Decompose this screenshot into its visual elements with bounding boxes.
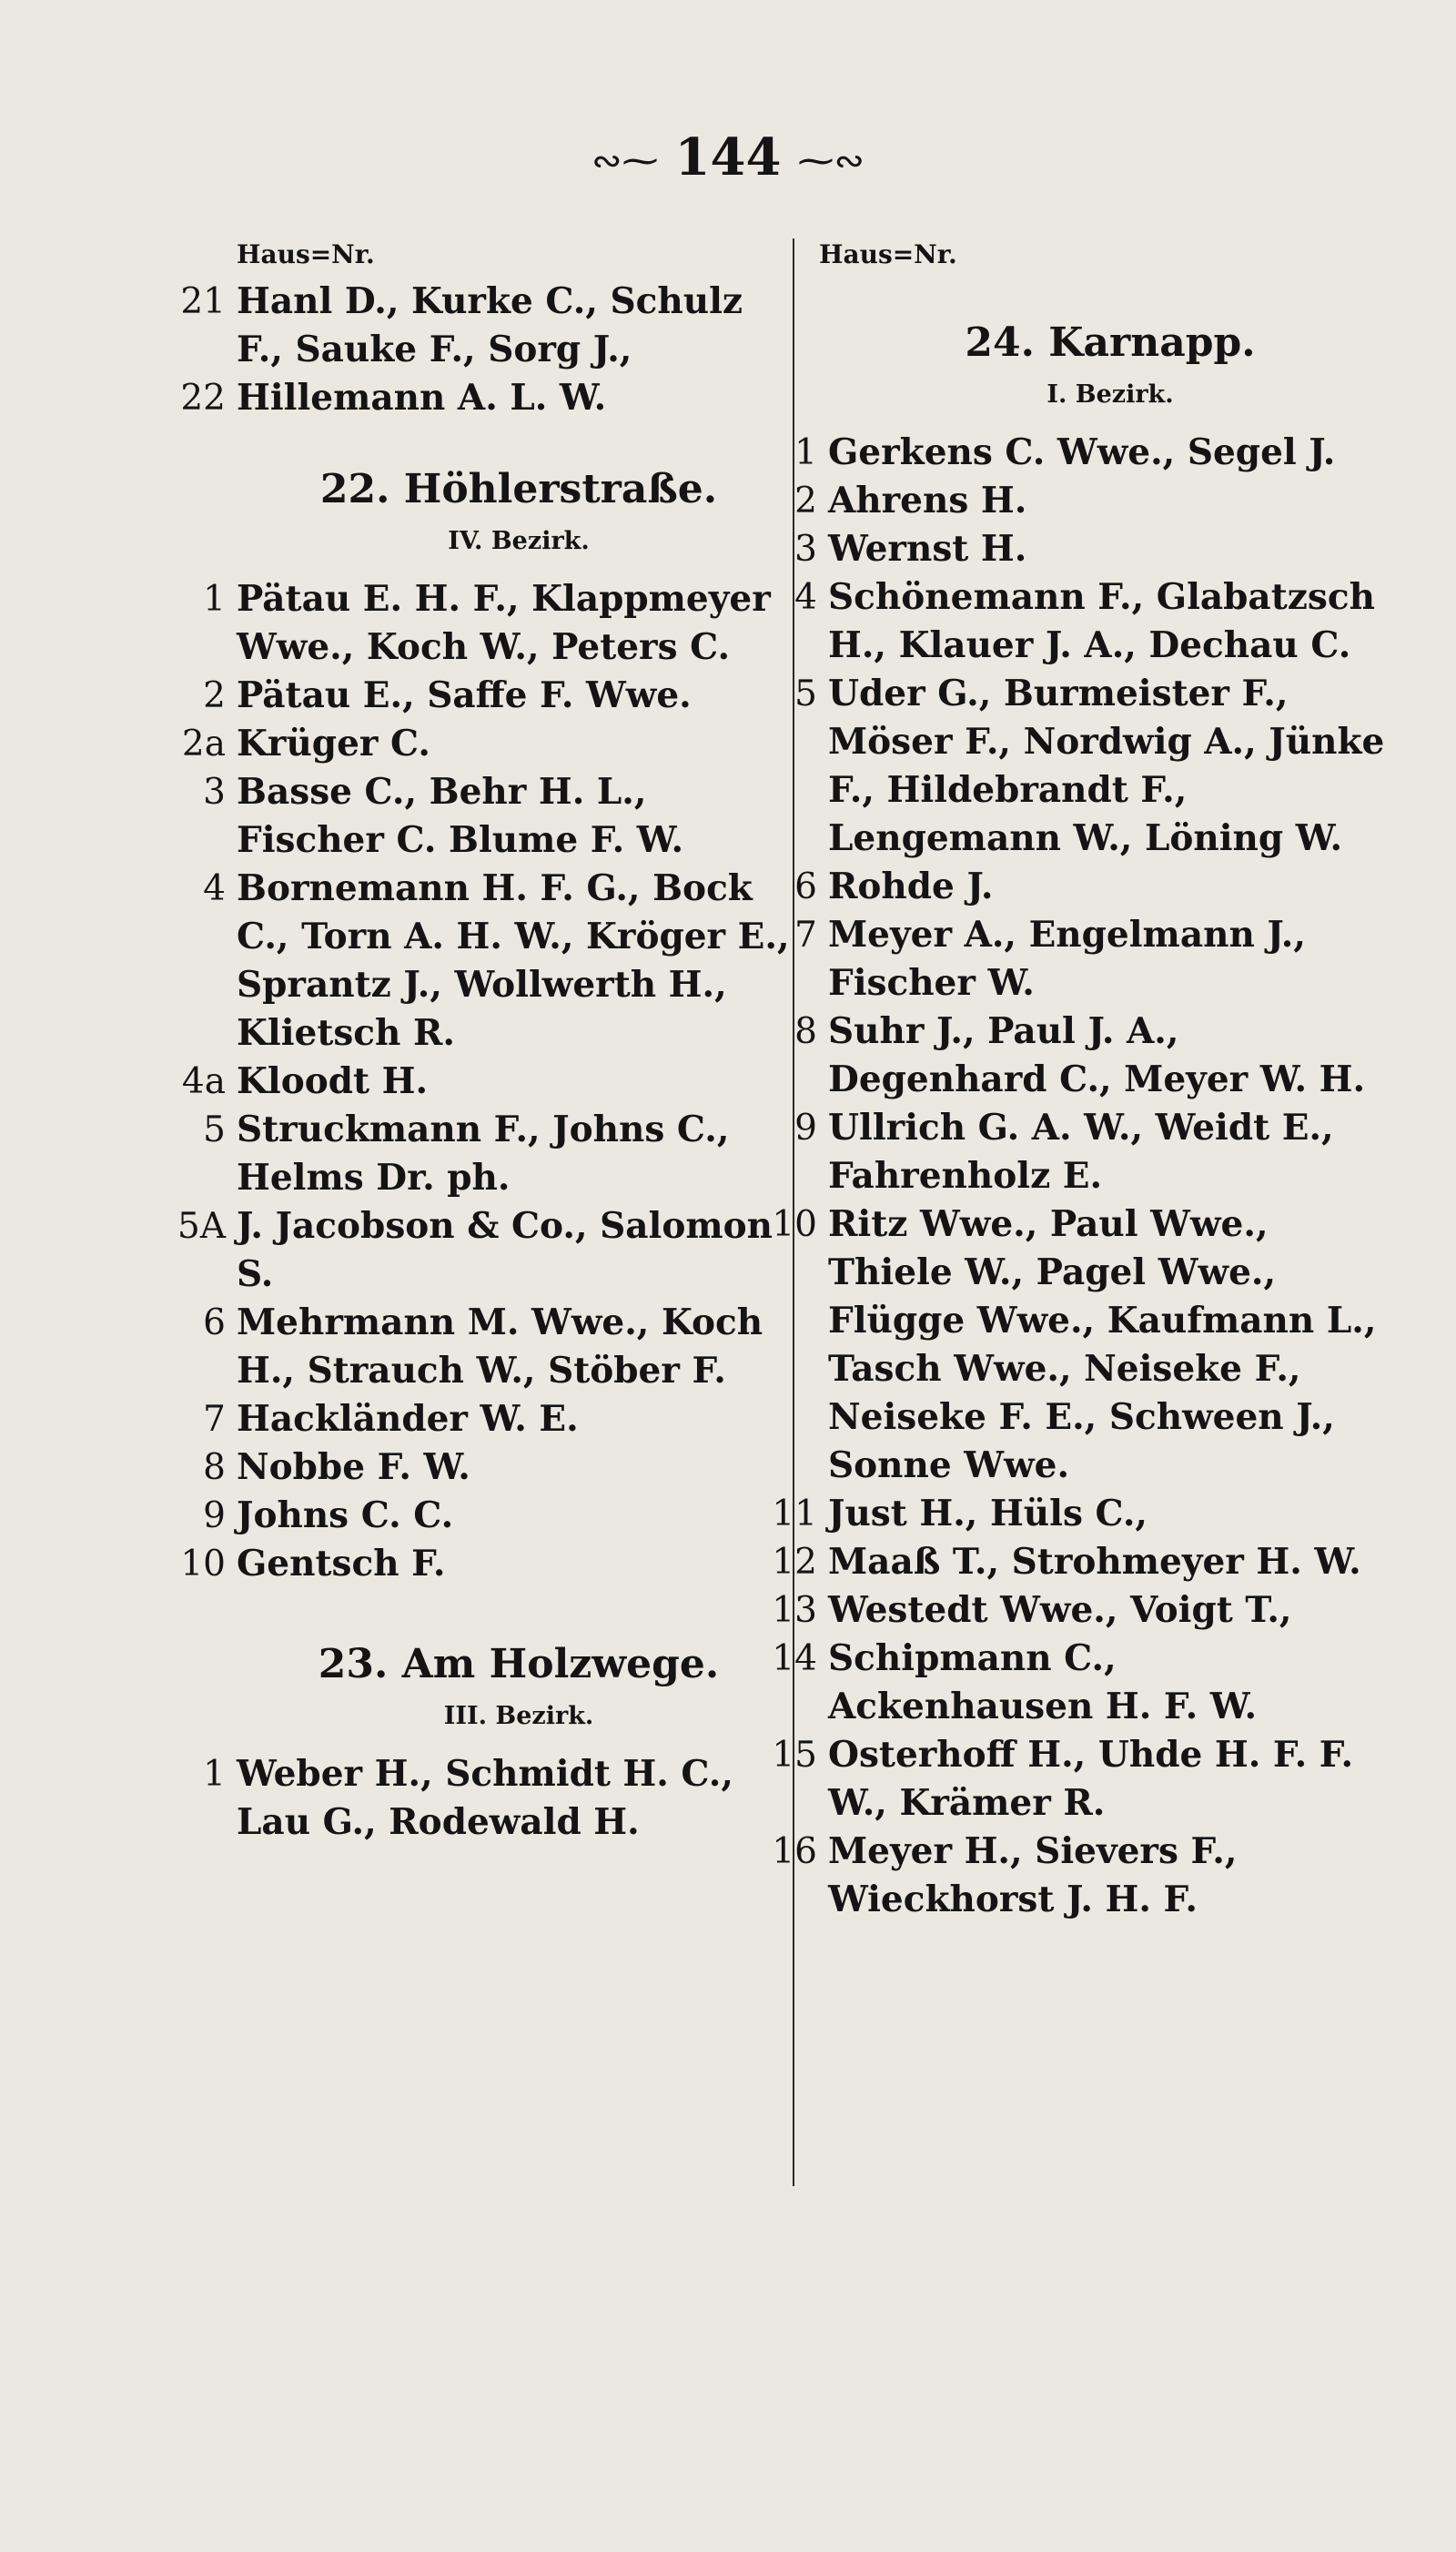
entry-list: [772, 429, 1392, 1924]
district-label: IV. Bezirk.: [448, 527, 590, 555]
resident-names: Schipmann C., Ackenhausen H. F. W.: [828, 1637, 1258, 1727]
resident-names: Osterhoff H., Uhde H. F. F. W., Krämer R.: [828, 1734, 1354, 1824]
list-item: [203, 1750, 801, 1847]
resident-names: Westedt Wwe., Voigt T.,: [828, 1589, 1292, 1631]
resident-names: Gerkens C. Wwe., Segel J.: [828, 431, 1336, 473]
house-number: 14: [772, 1638, 817, 1679]
list-item: [772, 1200, 1392, 1490]
house-number: 4a: [181, 1061, 226, 1102]
resident-names: Gentsch F.: [237, 1543, 446, 1585]
resident-names: Bornemann H. F. G., Bock C., Torn A. H. W., Kröger E., Sprantz J., Wollwerth H., Klietsch R.: [237, 867, 790, 1054]
house-number: 7: [203, 1399, 226, 1440]
house-number: 6: [203, 1302, 226, 1343]
house-number: 13: [772, 1590, 817, 1631]
resident-names: Wernst H.: [828, 528, 1027, 570]
house-number-header: Haus=Nr.: [237, 239, 375, 269]
resident-names: Mehrmann M. Wwe., Koch H., Strauch W., Stöber F.: [237, 1301, 763, 1392]
house-number: 15: [772, 1735, 817, 1776]
house-number: 11: [772, 1494, 817, 1534]
resident-names: Ahrens H.: [828, 480, 1027, 522]
resident-names: Pätau E., Saffe F. Wwe.: [237, 674, 692, 716]
resident-names: Krüger C.: [237, 723, 430, 765]
entry-list: [177, 575, 801, 1588]
list-item: [203, 1492, 801, 1540]
list-item: [177, 1202, 801, 1299]
street-title: 24. Karnapp.: [965, 319, 1256, 366]
house-number: 4: [203, 868, 226, 909]
house-number: 1: [203, 1754, 226, 1795]
resident-names: Meyer A., Engelmann J., Fischer W.: [828, 914, 1306, 1004]
street-section: [203, 1636, 801, 1847]
resident-names: Hillemann A. L. W.: [237, 377, 607, 419]
resident-names: Pätau E. H. F., Klappmeyer Wwe., Koch W., Peters C.: [237, 578, 771, 668]
resident-names: Basse C., Behr H. L., Fischer C. Blume F. W.: [237, 771, 684, 861]
list-item: [203, 865, 801, 1058]
resident-names: Hanl D., Kurke C., Schulz F., Sauke F., Sorg J.,: [237, 280, 743, 370]
ornament-right-icon: ⁓∾: [797, 140, 864, 183]
list-item: [203, 1443, 801, 1492]
resident-names: Kloodt H.: [237, 1060, 429, 1102]
house-number: 1: [794, 432, 817, 473]
house-number: 9: [203, 1495, 226, 1536]
house-number: 1: [203, 579, 226, 620]
ornament-left-icon: ∾⁓: [592, 140, 659, 183]
district-label: III. Bezirk.: [443, 1702, 594, 1730]
list-item: [794, 670, 1392, 863]
list-item: [772, 1731, 1392, 1828]
list-item: [203, 1299, 801, 1395]
list-item: [772, 1538, 1392, 1586]
list-item: [794, 911, 1392, 1008]
house-number: 12: [772, 1542, 817, 1583]
house-number: 21: [180, 281, 226, 322]
page-number: [0, 127, 1456, 187]
street-section: [177, 461, 801, 1588]
street-section: [772, 314, 1392, 1924]
list-item: [180, 1540, 801, 1588]
right-column: [772, 232, 1392, 1924]
house-number: 5A: [177, 1206, 226, 1247]
list-item: [203, 575, 801, 672]
list-item: [772, 1490, 1392, 1538]
list-item: [203, 1106, 801, 1202]
list-item: [203, 1395, 801, 1443]
left-column: [177, 232, 801, 1847]
street-title: 23. Am Holzwege.: [318, 1641, 720, 1687]
resident-names: Schönemann F., Glabatzsch H., Klauer J. A., Dechau C.: [828, 576, 1375, 666]
house-number: 2a: [181, 724, 226, 765]
house-number: 8: [203, 1447, 226, 1488]
list-item: [180, 374, 801, 422]
page-number-text: 144: [674, 127, 782, 187]
list-item: [203, 768, 801, 865]
list-item: [181, 720, 801, 768]
house-number: 9: [794, 1108, 817, 1149]
list-item: [794, 1008, 1392, 1104]
house-number: 16: [772, 1831, 817, 1872]
house-number: 22: [180, 378, 226, 419]
left-top-entries: [180, 278, 801, 422]
resident-names: J. Jacobson & Co., Salomon S.: [237, 1205, 774, 1295]
house-number: 6: [794, 866, 817, 907]
resident-names: Meyer H., Sievers F., Wieckhorst J. H. F.: [828, 1830, 1238, 1920]
resident-names: Weber H., Schmidt H. C., Lau G., Rodewald H.: [237, 1753, 733, 1843]
house-number: 3: [794, 529, 817, 570]
resident-names: Rohde J.: [828, 866, 994, 907]
house-number: 10: [772, 1204, 817, 1245]
list-item: [181, 1058, 801, 1106]
house-number: 5: [794, 673, 817, 714]
house-number: 3: [203, 772, 226, 813]
house-number: 7: [794, 915, 817, 956]
resident-names: Nobbe F. W.: [237, 1446, 470, 1488]
list-item: [794, 525, 1392, 573]
right-sections: [772, 314, 1392, 1924]
list-item: [772, 1586, 1392, 1635]
resident-names: Ullrich G. A. W., Weidt E., Fahrenholz E.: [828, 1107, 1334, 1197]
district-label: I. Bezirk.: [1046, 380, 1174, 409]
list-item: [180, 278, 801, 374]
list-item: [772, 1635, 1392, 1731]
house-number: 5: [203, 1109, 226, 1150]
list-item: [794, 573, 1392, 670]
resident-names: Johns C. C.: [237, 1494, 454, 1536]
resident-names: Hackländer W. E.: [237, 1398, 579, 1440]
house-number: 8: [794, 1011, 817, 1052]
resident-names: Suhr J., Paul J. A., Degenhard C., Meyer W. H.: [828, 1010, 1366, 1100]
list-item: [794, 1104, 1392, 1200]
house-number: 2: [203, 675, 226, 716]
house-number: 4: [794, 577, 817, 618]
left-sections: [177, 461, 801, 1847]
list-item: [203, 672, 801, 720]
resident-names: Just H., Hüls C.,: [828, 1493, 1148, 1534]
resident-names: Struckmann F., Johns C., Helms Dr. ph.: [237, 1109, 730, 1199]
list-item: [794, 429, 1392, 477]
entry-list: [203, 1750, 801, 1847]
street-title: 22. Höhlerstraße.: [319, 466, 718, 512]
house-number: 10: [180, 1544, 226, 1585]
house-number: 2: [794, 481, 817, 522]
list-item: [772, 1828, 1392, 1924]
list-item: [794, 477, 1392, 525]
resident-names: Ritz Wwe., Paul Wwe., Thiele W., Pagel Wwe., Flügge Wwe., Kaufmann L., Tasch Wwe., Neiseke F., Neiseke F. E., Schween J., Sonne Wwe.: [828, 1203, 1377, 1486]
resident-names: Uder G., Burmeister F., Möser F., Nordwig A., Jünke F., Hildebrandt F., Lengemann W., Löning W.: [828, 673, 1385, 859]
house-number-header: Haus=Nr.: [819, 239, 957, 269]
resident-names: Maaß T., Strohmeyer H. W.: [828, 1541, 1361, 1583]
list-item: [794, 863, 1392, 911]
